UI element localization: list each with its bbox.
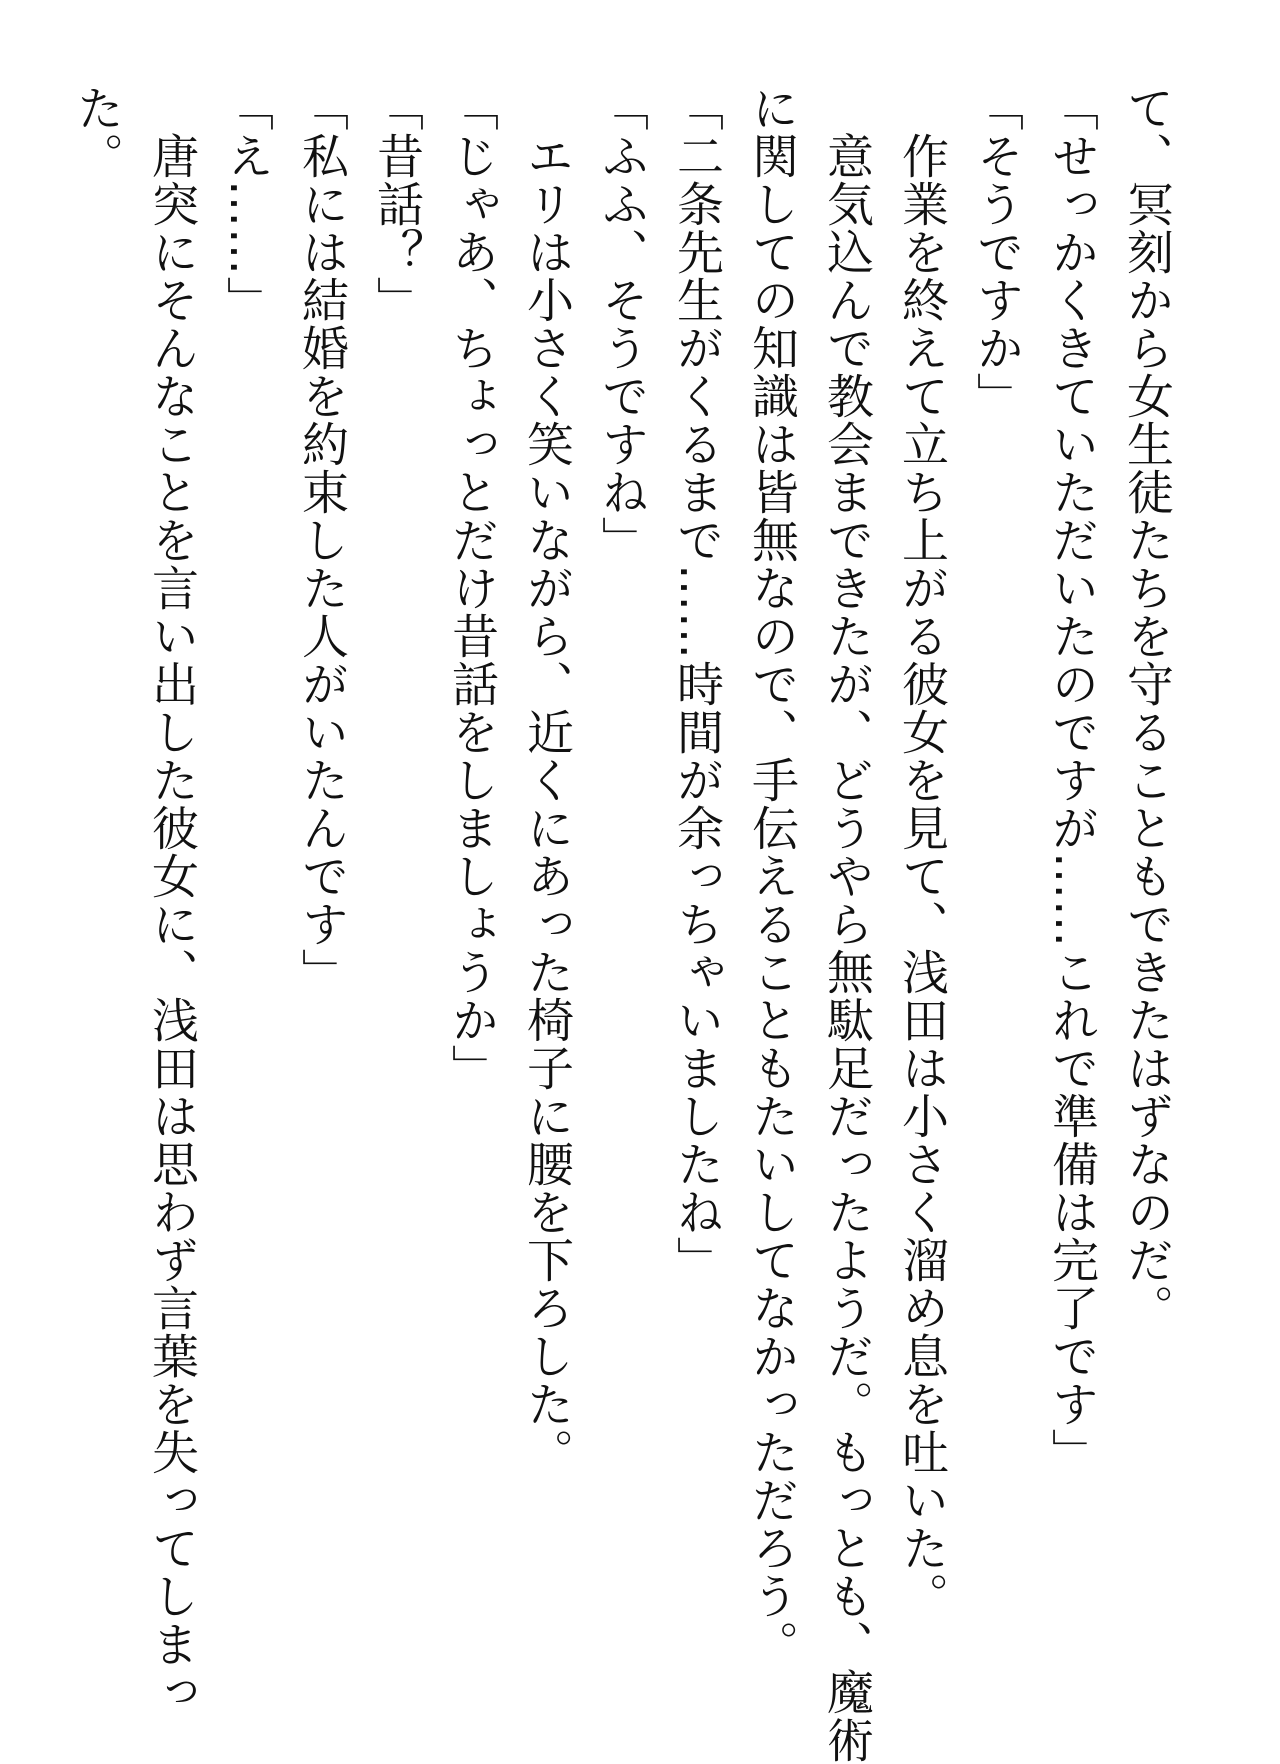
text-line-6: に関しての知識は皆無なので、手伝えることもたいしてなかっただろう。: [744, 84, 799, 1668]
text-line-5: 意気込んで教会まできたが、どうやら無駄足だったようだ。もっとも、魔術: [819, 84, 874, 1764]
text-line-4: 作業を終えて立ち上がる彼女を見て、浅田は小さく溜め息を吐いた。: [894, 84, 949, 1620]
vertical-text-body: [64, 84, 1184, 1764]
text-line-1: て、冥刻から女生徒たちを守ることもできたはずなのだ。: [1119, 84, 1174, 1332]
text-line-9: エリは小さく笑いながら、近くにあった椅子に腰を下ろした。: [519, 84, 574, 1476]
text-line-10: 「じゃあ、ちょっとだけ昔話をしましょうか」: [444, 84, 499, 1092]
text-line-15: た。: [69, 84, 124, 180]
text-line-14: 唐突にそんなことを言い出した彼女に、浅田は思わず言葉を失ってしまっ: [144, 84, 199, 1716]
text-line-13: 「え……」: [219, 84, 274, 324]
text-line-3: 「そうですか」: [969, 84, 1024, 420]
text-line-8: 「ふふ、そうですね」: [594, 84, 649, 564]
text-line-2: 「せっかくきていただいたのですが……これで準備は完了です」: [1044, 84, 1099, 1476]
text-line-7: 「二条先生がくるまで……時間が余っちゃいましたね」: [669, 84, 724, 1284]
text-line-12: 「私には結婚を約束した人がいたんです」: [294, 84, 349, 996]
text-line-11: 「昔話？」: [369, 84, 424, 324]
